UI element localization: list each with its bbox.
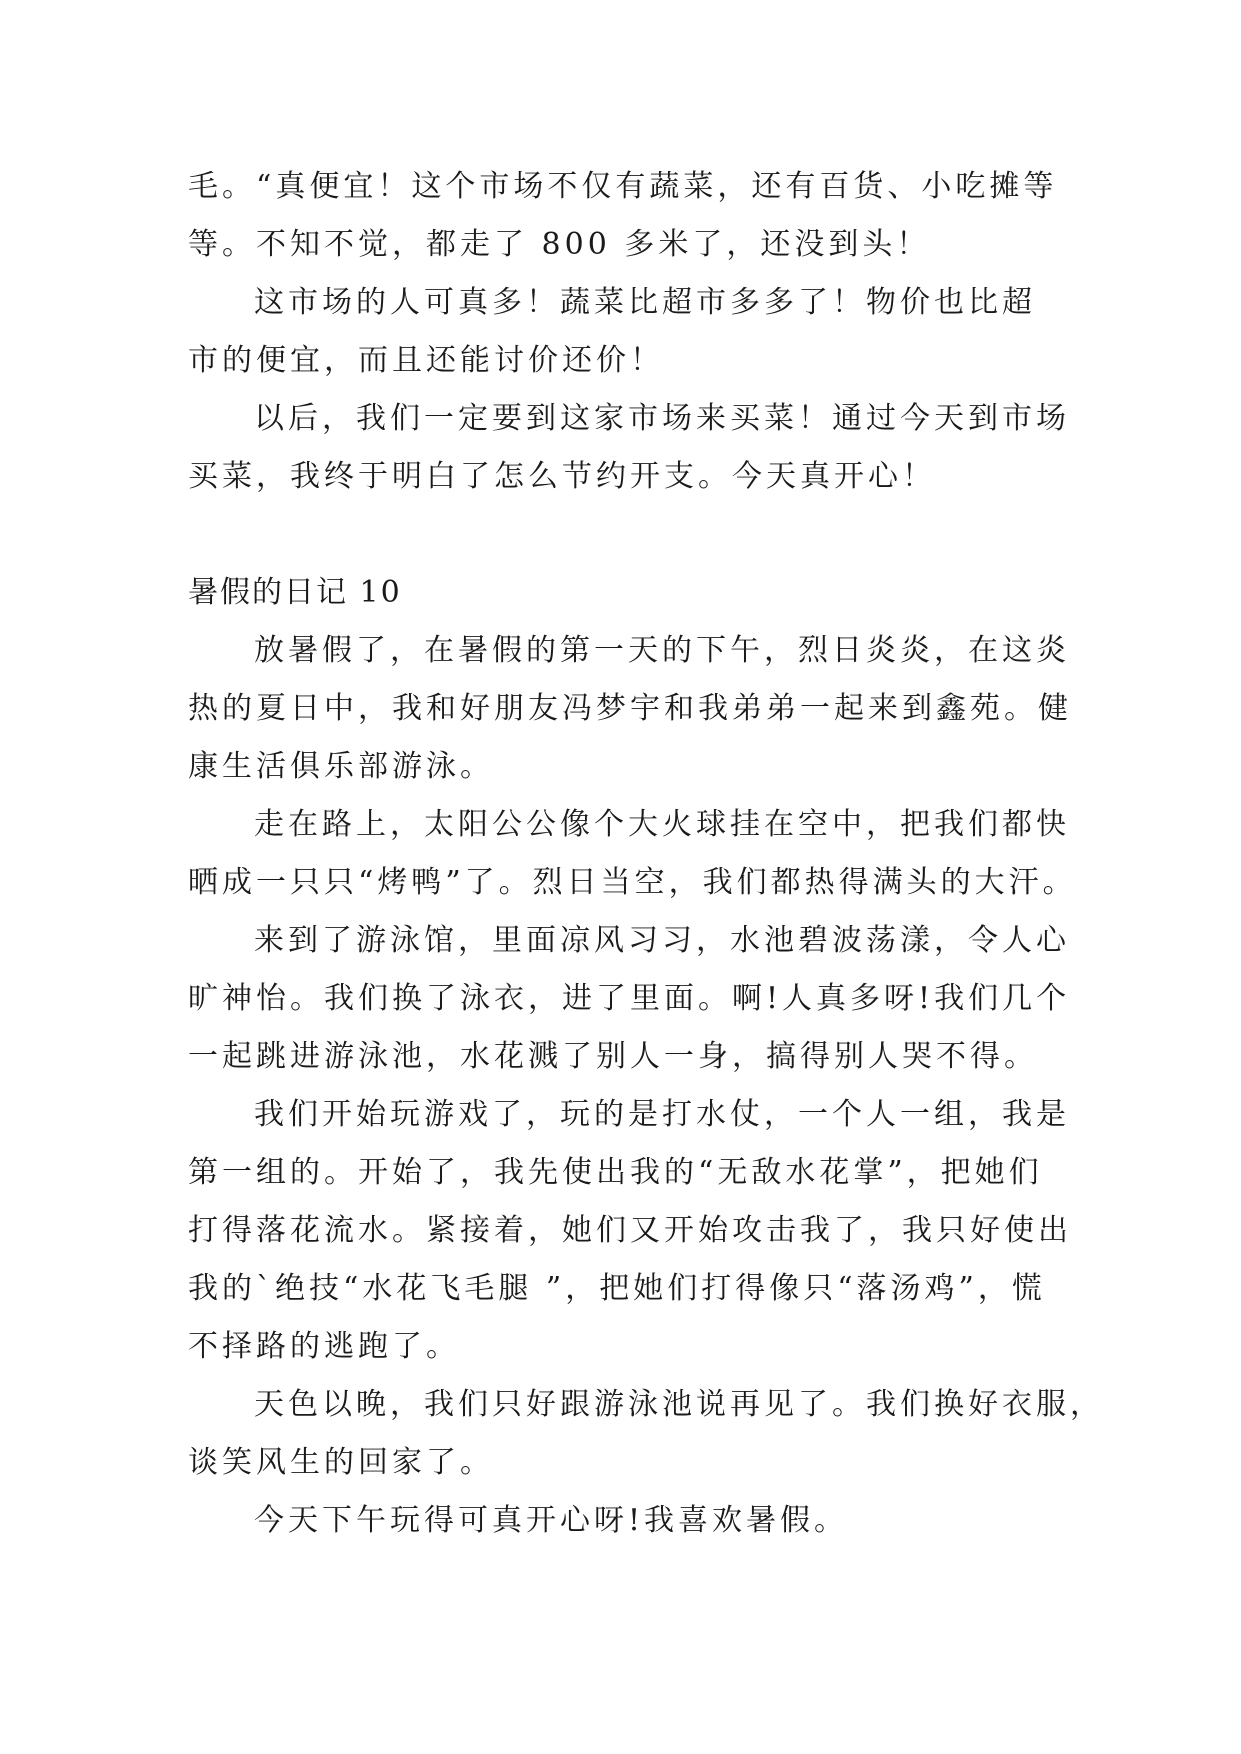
document-body [188, 158, 1104, 1550]
paragraph-line: 走在路上，太阳公公像个大火球挂在空中，把我们都快 [254, 807, 1070, 842]
paragraph-line: 天色以晚，我们只好跟游泳池说再见了。我们换好衣服， [254, 1387, 1104, 1422]
paragraph-line: 我们开始玩游戏了，玩的是打水仗，一个人一组，我是 [254, 1097, 1070, 1132]
blank-line [188, 506, 1054, 564]
paragraph-line: 我的`绝技“水花飞毛腿 ”，把她们打得像只“落汤鸡”，慌 [188, 1271, 1046, 1306]
section-heading: 暑假的日记 10 [188, 575, 402, 610]
paragraph-line: 等。不知不觉，都走了 800 多米了，还没到头！ [188, 227, 931, 262]
paragraph-line: 放暑假了，在暑假的第一天的下午，烈日炎炎，在这炎 [254, 633, 1070, 668]
paragraph-line: 市的便宜，而且还能讨价还价！ [188, 343, 664, 378]
paragraph-line: 打得落花流水。紧接着，她们又开始攻击我了，我只好使出 [188, 1213, 1072, 1248]
paragraph-line: 以后，我们一定要到这家市场来买菜！通过今天到市场 [254, 401, 1070, 436]
paragraph-line: 晒成一只只“烤鸭”了。烈日当空，我们都热得满头的大汗。 [188, 865, 1077, 900]
paragraph-line: 谈笑风生的回家了。 [188, 1445, 494, 1480]
paragraph-line: 今天下午玩得可真开心呀!我喜欢暑假。 [254, 1503, 849, 1538]
paragraph-line: 热的夏日中，我和好朋友冯梦宇和我弟弟一起来到鑫苑。健 [188, 691, 1072, 726]
paragraph-line: 来到了游泳馆，里面凉风习习，水池碧波荡漾，令人心 [254, 923, 1070, 958]
paragraph-line: 一起跳进游泳池，水花溅了别人一身，搞得别人哭不得。 [188, 1039, 1038, 1074]
paragraph-line: 不择路的逃跑了。 [188, 1329, 460, 1364]
paragraph-line: 旷神怡。我们换了泳衣，进了里面。啊!人真多呀!我们几个 [188, 981, 1071, 1016]
paragraph-line: 康生活俱乐部游泳。 [188, 749, 494, 784]
paragraph-line: 毛。“真便宜！这个市场不仅有蔬菜，还有百货、小吃摊等 [188, 169, 1058, 204]
paragraph-line: 这市场的人可真多！蔬菜比超市多多了！物价也比超 [254, 285, 1036, 320]
paragraph-line: 买菜，我终于明白了怎么节约开支。今天真开心！ [188, 459, 936, 494]
paragraph-line: 第一组的。开始了，我先使出我的“无敌水花掌”，把她们 [188, 1155, 1043, 1190]
